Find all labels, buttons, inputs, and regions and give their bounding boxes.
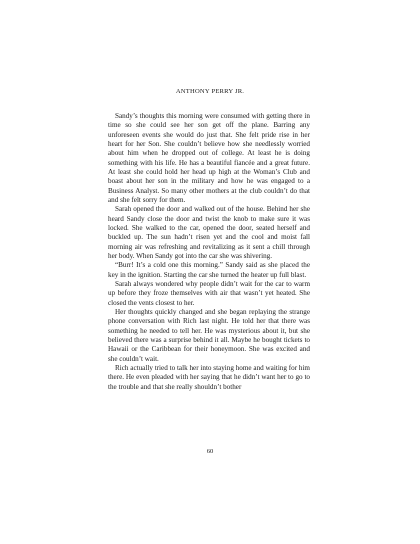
paragraph: Her thoughts quickly changed and she began replaying the strange phone conversation with Rich last night. He told her that there was something he needed to tell her. He was mysterious about it, but she believed there was a surprise behind it all. Maybe he bought tickets to Hawaii or the Caribbean for their honeymoon. She was excited and she couldn’t wait.	[108, 307, 310, 363]
paragraph: Sarah always wondered why people didn’t wait for the car to warm up before they froze themselves with air that wasn’t yet heated. She closed the vents closest to her.	[108, 279, 310, 307]
paragraph: Rich actually tried to talk her into staying home and waiting for him there. He even pleaded with her saying that he didn’t want her to go to the trouble and that she really shouldn’t bother	[108, 363, 310, 391]
paragraph: “Burr! It’s a cold one this morning.” Sandy said as she placed the key in the ignition. Starting the car she turned the heater up full blast.	[108, 261, 310, 279]
body-text	[108, 112, 310, 392]
paragraph: Sandy’s thoughts this morning were consumed with getting there in time so she could see her son get off the plane. Barring any unforeseen events she would do just that. She felt pride rise in her heart for her Son. She couldn’t believe how she needlessly worried about him when he dropped out of college. At least he is doing something with his life. He has a beautiful fiancée and a great future. At least she could hold her head up high at the Woman’s Club and boast about her son in the military and how he was engaged to a Business Analyst. So many other mothers at the club couldn’t do that and she felt sorry for them.	[108, 112, 310, 204]
page-number: 60	[206, 448, 214, 455]
paragraph: Sarah opened the door and walked out of the house. Behind her she heard Sandy close the door and twist the knob to make sure it was locked. She walked to the car, opened the door, seated herself and buckled up. The sun hadn’t risen yet and the cool and moist fall morning air was refreshing and revitalizing as it sent a chill through her body. When Sandy got into the car she was shivering.	[108, 205, 310, 260]
running-head: ANTHONY PERRY JR.	[175, 88, 245, 95]
